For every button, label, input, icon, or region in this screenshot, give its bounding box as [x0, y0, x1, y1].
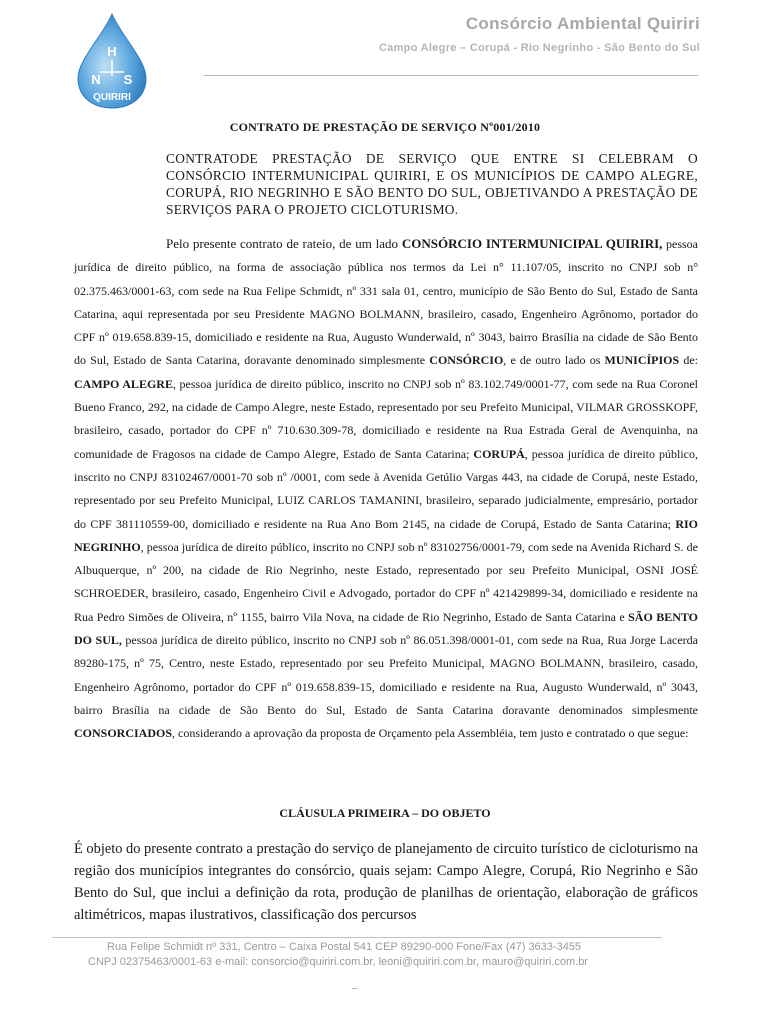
body-text: de:: [679, 353, 698, 368]
body-text: , pessoa jurídica de direito público, inscrito no CNPJ sob nº 83.102.749/0001-77, com sede na Rua Coronel Bueno Franco, 292, na cidade de Campo Alegre, neste Estado, representado por seu Prefeito Municipal, VILMAR GROSSKOPF, brasileiro, casado, portador do CPF nº 710.630.309-78, domiciliado e residente na Rua Estrada Geral de Avenquinha, na comunidade de Fragosos na cidade de Campo Alegre, Estado de Santa Catarina;: [74, 376, 698, 461]
body-text: , pessoa jurídica de direito público, inscrito no CNPJ sob nº 83102756/0001-79, com sede na Avenida Richard S. de Albuquerque, nº 200, na cidade de Rio Negrinho, neste Estado, representado por seu Prefeito Municipal, OSNI JOSÉ SCHROEDER, brasileiro, casado, Engenheiro Civil e Advogado, portador do CPF nº 421429899-34, domiciliado e residente na Rua Pedro Simões de Oliveira, nº 1155, bairro Vila Nova, na cidade de Rio Negrinho, Estado de Santa Catarina e: [74, 539, 698, 624]
body-text: , considerando a aprovação da proposta de Orçamento pela Assembléia, tem justo e contratado o que segue:: [172, 726, 689, 741]
logo-letter-s: S: [123, 72, 133, 87]
quiriri-logo: [74, 10, 150, 110]
body-text: , e de outro lado os: [503, 353, 605, 368]
footer-divider: [52, 937, 662, 938]
party-name: SÃO BENTO DO SUL,: [74, 609, 698, 648]
document-title: CONTRATO DE PRESTAÇÃO DE SERVIÇO Nº001/2010: [229, 120, 541, 134]
header-divider: [204, 75, 698, 76]
body-text: pessoa jurídica de direito público, inscrito no CNPJ sob nº 86.051.398/0001-01, com sede na Rua, Rua Jorge Lacerda 89280-175, nº 75, Centro, neste Estado, representado por seu Prefeito Municipal, MAGNO BOLMANN, brasileiro, casado, Engenheiro Agrônomo, portador do CPF nº 019.658.839-15, domiciliado e residente na Rua, Augusto Wunderwald, nº 3043, bairro Brasília na cidade de São Bento do Sul, Estado de Santa Catarina doravante denominados simplesmente: [74, 633, 699, 717]
logo-letter-n: N: [91, 72, 101, 87]
clause-text: É objeto do presente contrato a prestação do serviço de planejamento de circuito turístico de cicloturismo na região dos municípios integrantes do consórcio, quais sejam: Campo Alegre, Corupá, Rio Negrinho e São Bento do Sul, que inclui a definição da rota, produção de planilhas de orientação, elaboração de gráficos altimétricos, mapas ilustrativos, classificação dos percursos: [74, 841, 698, 923]
body-text: pessoa jurídica de direito público, na forma de associação pública nos termos da Lei n° 11.107/05, inscrito no CNPJ sob n° 02.375.463/0001-63, com sede na Rua Felipe Schmidt, nº 331 sala 01, centro, município de São Bento do Sul, Estado de Santa Catarina, aqui representada por seu Presidente MAGNO BOLMANN, brasileiro, casado, Engenheiro Agrônomo, portador do CPF nº 019.658.839-15, domiciliado e residente na Rua, Augusto Wunderwald, nº 3043, bairro Brasília na cidade de São Bento do Sul, Estado de Santa Catarina, doravante denominado simplesmente: [74, 237, 698, 368]
page-mark: [352, 988, 358, 989]
footer-contacts: CNPJ 02375463/0001-63 e-mail: consorcio@quiriri.com.br, leoni@quiriri.com.br, mauro@quiriri.com.br: [88, 956, 588, 968]
party-name: RIO NEGRINHO: [74, 516, 698, 554]
logo-letter-h: H: [107, 44, 117, 59]
party-name: CONSÓRCIO INTERMUNICIPAL QUIRIRI,: [401, 236, 663, 251]
party-name: CONSORCIADOS: [74, 726, 173, 741]
logo-word: QUIRIRI: [93, 92, 131, 103]
contract-parties-paragraph: [74, 232, 698, 746]
org-name: Consórcio Ambiental Quiriri: [465, 14, 700, 33]
clause-heading: CLÁUSULA PRIMEIRA – DO OBJETO: [279, 806, 491, 820]
party-name: CONSÓRCIO: [429, 353, 504, 368]
party-name: CAMPO ALEGRE: [74, 376, 173, 391]
contract-summary: CONTRATODE PRESTAÇÃO DE SERVIÇO QUE ENTRE SI CELEBRAM O CONSÓRCIO INTERMUNICIPAL QUIRIRI, E OS MUNICÍPIOS DE CAMPO ALEGRE, CORUPÁ, RIO NEGRINHO E SÃO BENTO DO SUL, OBJETIVANDO A PRESTAÇÃO DE SERVIÇOS PARA O PROJETO CICLOTURISMO.: [166, 151, 698, 217]
footer-address: Rua Felipe Schmidt nº 331, Centro – Caixa Postal 541 CEP 89290-000 Fone/Fax (47) 3633-3455: [107, 941, 582, 953]
body-text: , pessoa jurídica de direito público, inscrito no CNPJ 83102467/0001-70 sob nº /0001, com sede à Avenida Getúlio Vargas 443, na cidade de Corupá, neste Estado, representado por seu Prefeito Municipal, LUIZ CARLOS TAMANINI, brasileiro, separado judicialmente, empresário, portador do CPF 381110559-00, domiciliado e residente na Rua Ano Bom 2145, na cidade de Corupá, Estado de Santa Catarina;: [74, 446, 698, 531]
body-text: Pelo presente contrato de rateio, de um lado: [166, 236, 402, 251]
party-name: MUNICÍPIOS: [604, 353, 680, 368]
party-name: CORUPÁ: [473, 446, 525, 461]
org-municipalities: Campo Alegre – Corupá - Rio Negrinho - São Bento do Sul: [378, 42, 700, 54]
